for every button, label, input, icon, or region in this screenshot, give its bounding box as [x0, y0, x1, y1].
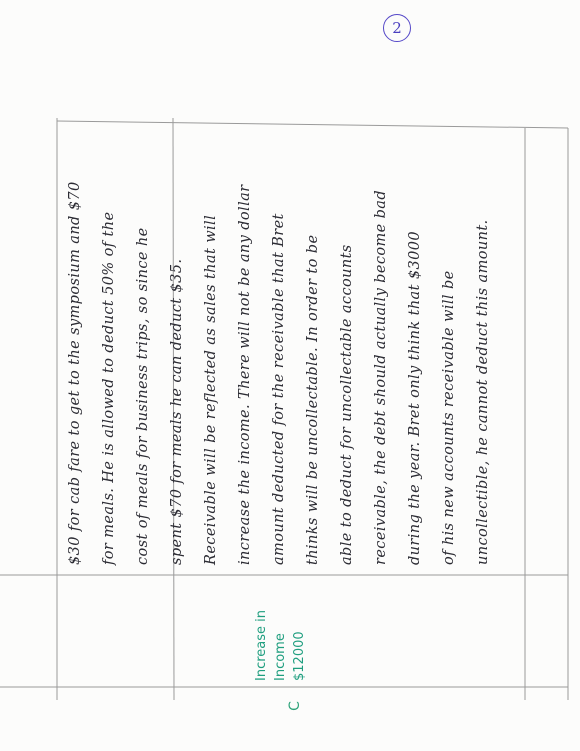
- text-line: of his new accounts receivable will be: [441, 270, 457, 565]
- margin-mark: C: [286, 701, 303, 711]
- page-number: 2: [383, 14, 411, 42]
- text-line: for meals. He is allowed to deduct 50% of the: [101, 211, 117, 565]
- income-note: [252, 571, 309, 681]
- text-line: $30 for cab fare to get to the symposium and $70: [67, 181, 83, 565]
- text-line: during the year. Bret only think that $3000: [407, 231, 423, 565]
- text-line: able to deduct for uncollectable accounts: [339, 244, 355, 565]
- note-line: $12000: [292, 631, 307, 681]
- text-line: receivable, the debt should actually become bad: [373, 189, 389, 565]
- text-line: cost of meals for business trips, so since he: [135, 227, 151, 565]
- text-line: uncollectible, he cannot deduct this amount.: [475, 219, 491, 565]
- text-line: Receivable will be reflected as sales that will: [203, 214, 219, 565]
- note-line: Income: [273, 633, 288, 681]
- row2-text: [194, 125, 500, 565]
- text-line: spent $70 for meals he can deduct $35.: [169, 258, 185, 565]
- row1-text: [58, 125, 194, 565]
- note-line: Increase in: [254, 610, 269, 681]
- text-line: thinks will be uncollectable. In order to be: [305, 234, 321, 565]
- text-line: increase the income. There will not be any dollar: [237, 184, 253, 565]
- text-line: amount deducted for the receivable that Bret: [271, 213, 287, 565]
